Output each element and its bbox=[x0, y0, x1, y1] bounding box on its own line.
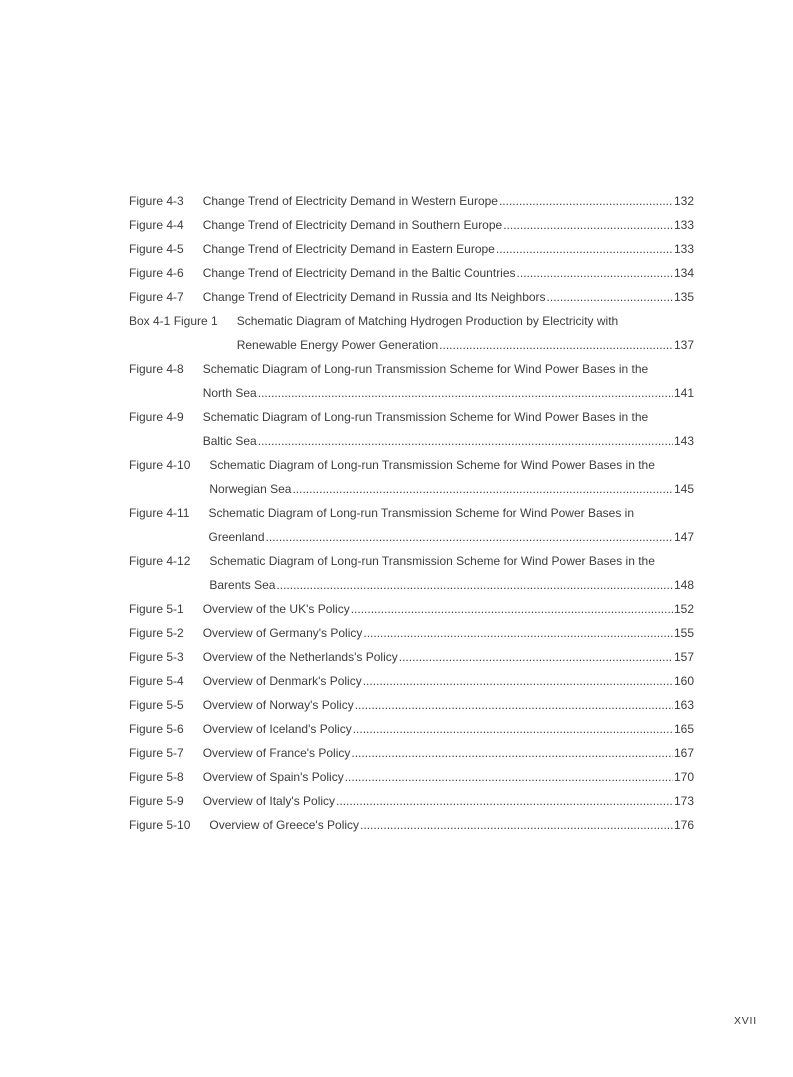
toc-entry-content bbox=[203, 693, 694, 717]
toc-entry-title: Schematic Diagram of Long-run Transmission Scheme for Wind Power Bases in the bbox=[202, 410, 649, 424]
dot-leader bbox=[292, 477, 673, 501]
dot-leader bbox=[266, 525, 673, 549]
toc-entry-content bbox=[203, 765, 694, 789]
toc-entry[interactable] bbox=[129, 789, 694, 813]
toc-entry-line bbox=[209, 477, 694, 501]
toc-entry[interactable] bbox=[129, 645, 694, 669]
toc-entry-label: Box 4-1 Figure 1 bbox=[129, 314, 218, 328]
toc-entry-label: Figure 4-10 bbox=[129, 458, 191, 472]
toc-entry-content bbox=[208, 501, 694, 549]
toc-entry-label: Figure 4-6 bbox=[129, 266, 184, 280]
toc-entry-line bbox=[209, 813, 694, 837]
toc-entry-line bbox=[237, 309, 694, 333]
dot-leader bbox=[353, 717, 673, 741]
toc-entry[interactable] bbox=[129, 189, 694, 213]
toc-entry-line bbox=[203, 261, 694, 285]
toc-entry-page: 155 bbox=[673, 626, 694, 640]
toc-entry-page: 147 bbox=[673, 530, 694, 544]
toc-entry-label: Figure 4-8 bbox=[129, 362, 184, 376]
toc-entry-content bbox=[203, 357, 694, 405]
toc-entry[interactable] bbox=[129, 693, 694, 717]
toc-entry-page: 160 bbox=[673, 674, 694, 688]
toc-entry[interactable] bbox=[129, 357, 694, 405]
toc-entry-page: 165 bbox=[673, 722, 694, 736]
toc-entry-line bbox=[203, 621, 694, 645]
dot-leader bbox=[276, 573, 673, 597]
toc-entry-page: 133 bbox=[673, 218, 694, 232]
toc-entry-line bbox=[203, 789, 694, 813]
toc-entry-line bbox=[203, 405, 694, 429]
dot-leader bbox=[496, 237, 673, 261]
toc-entry-line bbox=[203, 429, 694, 453]
toc-entry-content bbox=[209, 549, 694, 597]
toc-entry-title: Schematic Diagram of Long-run Transmission Scheme for Wind Power Bases in the bbox=[202, 362, 649, 376]
dot-leader bbox=[503, 213, 673, 237]
toc-entry-content bbox=[203, 741, 694, 765]
toc-entry-page: 148 bbox=[673, 578, 694, 592]
toc-entry-content bbox=[203, 789, 694, 813]
dot-leader bbox=[351, 741, 673, 765]
toc-entry-line bbox=[203, 213, 694, 237]
toc-entry-title: Barents Sea bbox=[209, 578, 276, 592]
toc-entry[interactable] bbox=[129, 453, 694, 501]
toc-entry-content bbox=[203, 597, 694, 621]
toc-entry-line bbox=[203, 669, 694, 693]
toc-entry-line bbox=[203, 237, 694, 261]
toc-entry-page: 145 bbox=[673, 482, 694, 496]
toc-entry-line bbox=[203, 285, 694, 309]
toc-entry-line bbox=[209, 453, 694, 477]
toc-entry-content bbox=[203, 285, 694, 309]
dot-leader bbox=[547, 285, 673, 309]
toc-entry-label: Figure 4-4 bbox=[129, 218, 184, 232]
toc-entry[interactable] bbox=[129, 549, 694, 597]
toc-entry[interactable] bbox=[129, 813, 694, 837]
toc-entry-label: Figure 4-9 bbox=[129, 410, 184, 424]
dot-leader bbox=[355, 693, 673, 717]
toc-entry-content bbox=[203, 213, 694, 237]
toc-entry-label: Figure 5-10 bbox=[129, 818, 191, 832]
toc-entry-label: Figure 5-1 bbox=[129, 602, 184, 616]
toc-entry-page: 132 bbox=[673, 194, 694, 208]
toc-entry-title: Change Trend of Electricity Demand in Western Europe bbox=[202, 194, 498, 208]
folio-page-number: XVII bbox=[733, 1015, 757, 1027]
dot-leader bbox=[517, 261, 673, 285]
toc-entry-content bbox=[209, 813, 694, 837]
toc-entry-title: Overview of Norway's Policy bbox=[202, 698, 354, 712]
toc-entry-line bbox=[209, 573, 694, 597]
toc-entry-title: Overview of France's Policy bbox=[202, 746, 351, 760]
toc-entry-page: 176 bbox=[673, 818, 694, 832]
toc-entry-title: Change Trend of Electricity Demand in Southern Europe bbox=[202, 218, 503, 232]
toc-entry-label: Figure 5-9 bbox=[129, 794, 184, 808]
toc-entry-content bbox=[209, 453, 694, 501]
toc-entry-title: Baltic Sea bbox=[202, 434, 257, 448]
toc-entry[interactable] bbox=[129, 741, 694, 765]
toc-entry[interactable] bbox=[129, 597, 694, 621]
toc-entry-line bbox=[203, 357, 694, 381]
toc-entry-title: Overview of Germany's Policy bbox=[202, 626, 363, 640]
toc-entry-page: 152 bbox=[673, 602, 694, 616]
toc-entry-title: Overview of Iceland's Policy bbox=[202, 722, 352, 736]
toc-entry[interactable] bbox=[129, 285, 694, 309]
toc-entry-title: Greenland bbox=[208, 530, 265, 544]
toc-entry-label: Figure 5-7 bbox=[129, 746, 184, 760]
toc-entry[interactable] bbox=[129, 405, 694, 453]
toc-entry-title: Overview of Denmark's Policy bbox=[202, 674, 362, 688]
toc-entry-title: Norwegian Sea bbox=[209, 482, 292, 496]
toc-entry-label: Figure 4-11 bbox=[129, 506, 190, 520]
list-of-figures bbox=[129, 189, 694, 837]
toc-entry-line bbox=[203, 717, 694, 741]
toc-entry-page: 173 bbox=[673, 794, 694, 808]
toc-entry-line bbox=[209, 549, 694, 573]
toc-entry[interactable] bbox=[129, 237, 694, 261]
toc-entry-label: Figure 5-6 bbox=[129, 722, 184, 736]
toc-entry-label: Figure 4-3 bbox=[129, 194, 184, 208]
toc-entry-title: Renewable Energy Power Generation bbox=[236, 338, 439, 352]
toc-entry-title: Overview of Spain's Policy bbox=[202, 770, 344, 784]
dot-leader bbox=[336, 789, 673, 813]
toc-entry[interactable] bbox=[129, 309, 694, 357]
toc-entry-line bbox=[208, 501, 694, 525]
toc-entry-page: 135 bbox=[673, 290, 694, 304]
toc-entry[interactable] bbox=[129, 717, 694, 741]
toc-entry-label: Figure 4-7 bbox=[129, 290, 184, 304]
toc-entry-content bbox=[203, 621, 694, 645]
toc-entry-line bbox=[203, 381, 694, 405]
toc-entry-label: Figure 5-2 bbox=[129, 626, 184, 640]
toc-entry-title: Overview of Greece's Policy bbox=[209, 818, 360, 832]
toc-entry-line bbox=[203, 597, 694, 621]
dot-leader bbox=[363, 621, 673, 645]
toc-entry-label: Figure 4-12 bbox=[129, 554, 191, 568]
toc-entry[interactable] bbox=[129, 765, 694, 789]
toc-entry-page: 157 bbox=[673, 650, 694, 664]
dot-leader bbox=[363, 669, 673, 693]
dot-leader bbox=[258, 429, 673, 453]
toc-entry-page: 167 bbox=[673, 746, 694, 760]
toc-entry-content bbox=[203, 645, 694, 669]
toc-entry-content bbox=[203, 717, 694, 741]
toc-entry-title: Change Trend of Electricity Demand in Russia and Its Neighbors bbox=[202, 290, 546, 304]
toc-entry-page: 163 bbox=[673, 698, 694, 712]
toc-entry-line bbox=[237, 333, 694, 357]
toc-entry-title: Schematic Diagram of Matching Hydrogen Production by Electricity with bbox=[236, 314, 619, 328]
toc-entry-content bbox=[203, 261, 694, 285]
toc-entry-line bbox=[203, 645, 694, 669]
toc-entry-label: Figure 5-8 bbox=[129, 770, 184, 784]
toc-entry-page: 134 bbox=[673, 266, 694, 280]
toc-entry-title: Overview of the UK's Policy bbox=[202, 602, 350, 616]
toc-entry-content bbox=[203, 237, 694, 261]
toc-entry[interactable] bbox=[129, 261, 694, 285]
toc-entry-title: Change Trend of Electricity Demand in the Baltic Countries bbox=[202, 266, 516, 280]
toc-entry-page: 141 bbox=[673, 386, 694, 400]
dot-leader bbox=[360, 813, 673, 837]
toc-entry[interactable] bbox=[129, 213, 694, 237]
toc-entry-content bbox=[203, 669, 694, 693]
toc-entry-label: Figure 5-3 bbox=[129, 650, 184, 664]
toc-entry[interactable] bbox=[129, 669, 694, 693]
toc-entry-page: 137 bbox=[673, 338, 694, 352]
toc-entry-title: Schematic Diagram of Long-run Transmission Scheme for Wind Power Bases in the bbox=[209, 554, 655, 568]
toc-entry-page: 170 bbox=[673, 770, 694, 784]
dot-leader bbox=[499, 189, 673, 213]
toc-entry-line bbox=[203, 741, 694, 765]
dot-leader bbox=[345, 765, 673, 789]
toc-entry-title: Schematic Diagram of Long-run Transmission Scheme for Wind Power Bases in the bbox=[209, 458, 655, 472]
dot-leader bbox=[351, 597, 673, 621]
toc-entry-content bbox=[203, 189, 694, 213]
dot-leader bbox=[439, 333, 673, 357]
toc-entry-title: Schematic Diagram of Long-run Transmission Scheme for Wind Power Bases in bbox=[208, 506, 634, 520]
toc-entry-content bbox=[203, 405, 694, 453]
toc-entry-label: Figure 5-4 bbox=[129, 674, 184, 688]
toc-entry-line bbox=[203, 189, 694, 213]
dot-leader bbox=[399, 645, 673, 669]
toc-entry-title: North Sea bbox=[202, 386, 257, 400]
toc-entry-title: Overview of Italy's Policy bbox=[202, 794, 336, 808]
toc-entry-content bbox=[237, 309, 694, 357]
toc-entry-line bbox=[203, 765, 694, 789]
toc-entry-line bbox=[208, 525, 694, 549]
dot-leader bbox=[258, 381, 673, 405]
toc-entry[interactable] bbox=[129, 501, 694, 549]
toc-entry-line bbox=[203, 693, 694, 717]
toc-entry-label: Figure 5-5 bbox=[129, 698, 184, 712]
toc-entry-title: Change Trend of Electricity Demand in Eastern Europe bbox=[202, 242, 495, 256]
toc-entry-page: 133 bbox=[673, 242, 694, 256]
toc-entry[interactable] bbox=[129, 621, 694, 645]
toc-entry-title: Overview of the Netherlands's Policy bbox=[202, 650, 398, 664]
toc-entry-page: 143 bbox=[673, 434, 694, 448]
toc-entry-label: Figure 4-5 bbox=[129, 242, 184, 256]
